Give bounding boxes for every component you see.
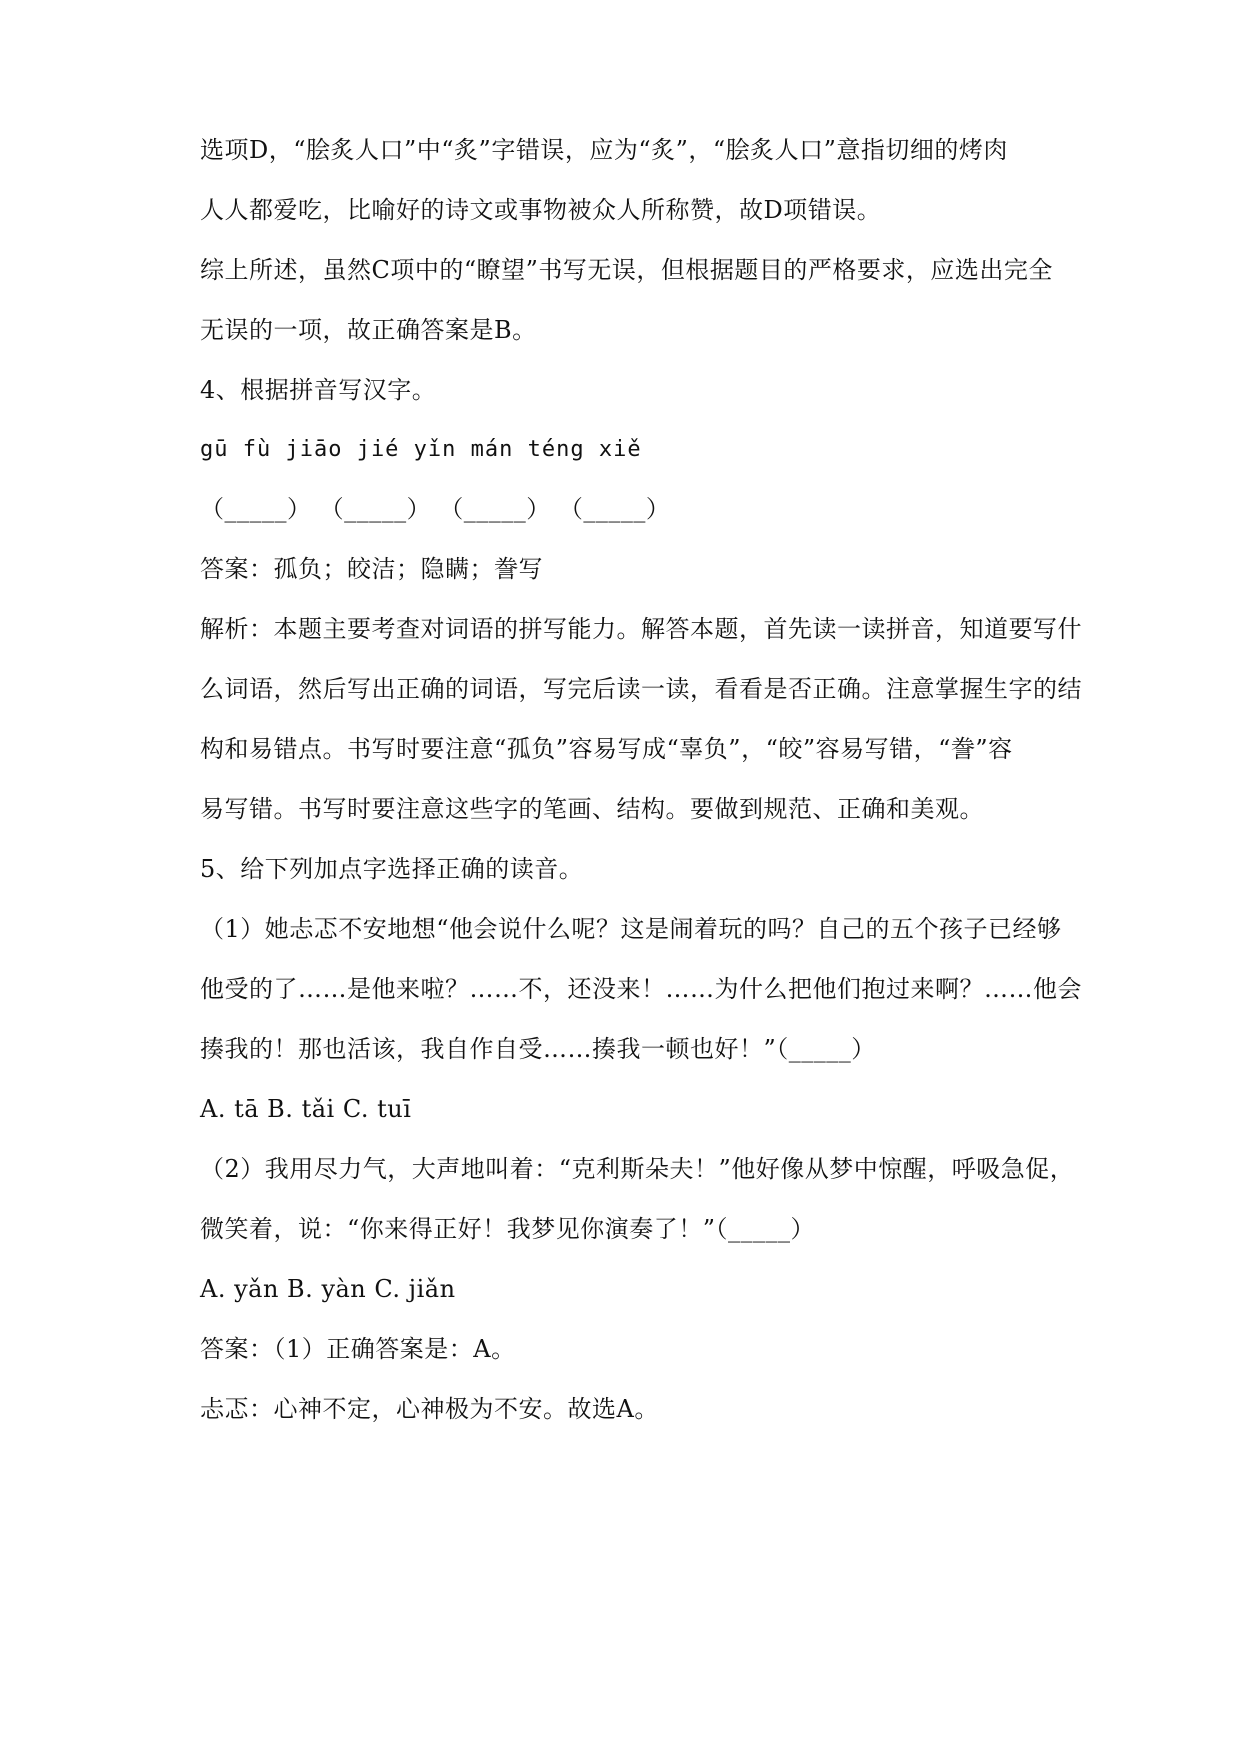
analysis-line: 易写错。书写时要注意这些字的笔画、结构。要做到规范、正确和美观。 — [200, 795, 984, 823]
question-5-1-text: 他受的了……是他来啦？……不，还没来！……为什么把他们抱过来啊？……他会 — [200, 975, 1082, 1003]
question-5-2-text: 微笑着，说：“你来得正好！我梦见你演奏了！”（_____） — [200, 1215, 816, 1243]
text-line: 选项D，“脍炙人口”中“炙”字错误，应为“炙”，“脍炙人口”意指切细的烤肉 — [200, 136, 1008, 164]
question-4-heading: 4、根据拼音写汉字。 — [200, 376, 437, 404]
analysis-line: 构和易错点。书写时要注意“孤负”容易写成“辜负”，“皎”容易写错，“誊”容 — [200, 735, 1013, 763]
analysis-line: 么词语，然后写出正确的词语，写完后读一读，看看是否正确。注意掌握生字的结 — [200, 675, 1082, 703]
answer-line: 答案：孤负；皎洁；隐瞒；誊写 — [200, 555, 543, 583]
blank-line: （_____） （_____） （_____） （_____） — [200, 495, 671, 523]
text-line: 无误的一项，故正确答案是B。 — [200, 316, 537, 344]
analysis-line: 解析：本题主要考查对词语的拼写能力。解答本题，首先读一读拼音，知道要写什 — [200, 615, 1082, 643]
pinyin-line: gū fù jiāo jié yǐn mán téng xiě — [200, 437, 642, 462]
question-5-2-text: （2）我用尽力气，大声地叫着：“克利斯朵夫！”他好像从梦中惊醒，呼吸急促， — [200, 1155, 1075, 1183]
explanation-line: 忐忑：心神不定，心神极为不安。故选A。 — [200, 1395, 659, 1423]
question-5-1-text: 揍我的！那也活该，我自作自受……揍我一顿也好！”（_____） — [200, 1035, 876, 1063]
question-5-1-text: （1）她忐忑不安地想“他会说什么呢？这是闹着玩的吗？自己的五个孩子已经够 — [200, 915, 1062, 943]
answer-line: 答案：（1）正确答案是：A。 — [200, 1335, 516, 1363]
text-line: 人人都爱吃，比喻好的诗文或事物被众人所称赞，故D项错误。 — [200, 196, 882, 224]
question-5-1-options: A. tā B. tǎi C. tuī — [200, 1095, 412, 1123]
question-5-heading: 5、给下列加点字选择正确的读音。 — [200, 855, 584, 883]
text-line: 综上所述，虽然C项中的“瞭望”书写无误，但根据题目的严格要求，应选出完全 — [200, 256, 1053, 284]
question-5-2-options: A. yǎn B. yàn C. jiǎn — [200, 1275, 456, 1303]
